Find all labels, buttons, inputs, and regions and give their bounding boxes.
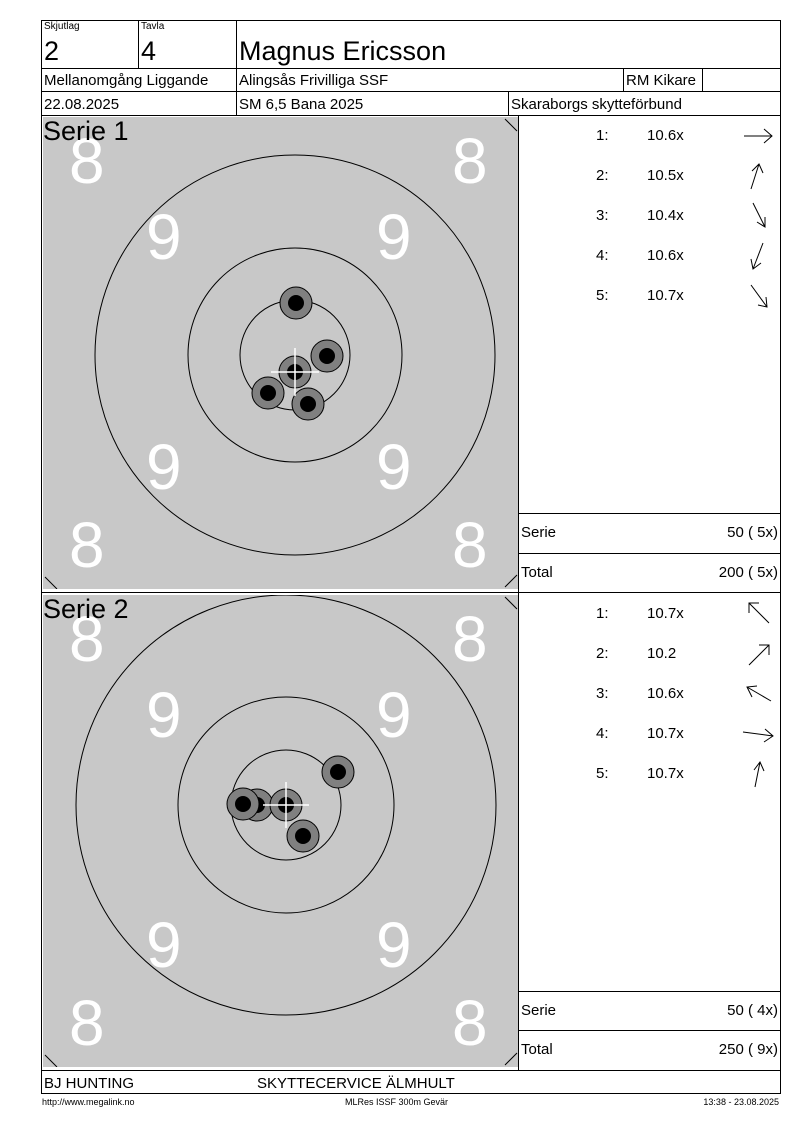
ring-8-label: 8 bbox=[452, 509, 488, 581]
shot-number: 3: bbox=[596, 685, 609, 702]
shot-value: 10.2 bbox=[647, 645, 677, 662]
sponsor-left: BJ HUNTING bbox=[44, 1075, 134, 1092]
total-label: Total bbox=[521, 564, 553, 581]
total-score: 200 ( 5x) bbox=[718, 564, 778, 581]
ring-8-label: 8 bbox=[452, 987, 488, 1059]
ring-8-label: 8 bbox=[452, 603, 488, 675]
ring-9-label: 9 bbox=[376, 431, 412, 503]
ring-8-label: 8 bbox=[69, 603, 105, 675]
ring-9-label: 9 bbox=[376, 909, 412, 981]
ring-8-label: 8 bbox=[69, 509, 105, 581]
ring-9-label: 9 bbox=[376, 201, 412, 273]
shot-row bbox=[519, 643, 779, 663]
shot-value: 10.6x bbox=[647, 247, 684, 264]
serie-title: Serie 1 bbox=[43, 117, 129, 146]
summary-border bbox=[519, 553, 780, 554]
ring-9-label: 9 bbox=[146, 431, 182, 503]
shot-number: 3: bbox=[596, 207, 609, 224]
serie-score: 50 ( 4x) bbox=[727, 1002, 778, 1019]
shot-row bbox=[519, 205, 779, 225]
serie-score: 50 ( 5x) bbox=[727, 524, 778, 541]
shot-number: 1: bbox=[596, 605, 609, 622]
ring-9-label: 9 bbox=[146, 679, 182, 751]
serie-label: Serie bbox=[521, 1002, 557, 1019]
shot-value: 10.6x bbox=[647, 685, 684, 702]
sponsor-bottom-border bbox=[41, 1093, 781, 1094]
federation-name: Skaraborgs skytteförbund bbox=[511, 96, 682, 113]
header-divider-5 bbox=[508, 91, 509, 115]
target-serie-2 bbox=[43, 595, 518, 1067]
competition-name: SM 6,5 Bana 2025 bbox=[239, 96, 364, 113]
shot-number: 5: bbox=[596, 765, 609, 782]
results-serie-2 bbox=[519, 595, 780, 1070]
sponsor-center: SKYTTECERVICE ÄLMHULT bbox=[257, 1075, 455, 1092]
shot-row bbox=[519, 245, 779, 265]
ring-8-label: 8 bbox=[69, 125, 105, 197]
header-divider-4 bbox=[702, 68, 703, 91]
skjutlag-value: 2 bbox=[44, 36, 60, 66]
shot-row bbox=[519, 763, 779, 783]
shot-row bbox=[519, 723, 779, 743]
shot-number: 5: bbox=[596, 287, 609, 304]
header-divider-1 bbox=[138, 20, 139, 68]
shot-row bbox=[519, 683, 779, 703]
event-date: 22.08.2025 bbox=[44, 96, 120, 113]
shot-value: 10.7x bbox=[647, 765, 684, 782]
summary-border bbox=[519, 513, 780, 514]
total-label: Total bbox=[521, 1041, 553, 1058]
serie-title: Serie 2 bbox=[43, 595, 129, 624]
shot-value: 10.7x bbox=[647, 725, 684, 742]
shooter-name: Magnus Ericsson bbox=[239, 36, 447, 66]
shot-number: 4: bbox=[596, 725, 609, 742]
header-divider-3 bbox=[623, 68, 624, 91]
shot-value: 10.6x bbox=[647, 127, 684, 144]
arrow-down-right-icon bbox=[739, 281, 779, 311]
tavla-label: Tavla bbox=[141, 21, 165, 32]
ring-9-label: 9 bbox=[146, 909, 182, 981]
arrow-up-right-icon bbox=[739, 639, 779, 669]
arrow-down-right-icon bbox=[739, 201, 779, 231]
footer-software: MLRes ISSF 300m Gevär bbox=[345, 1097, 449, 1107]
arrow-up-left-icon bbox=[739, 679, 779, 709]
sponsor-top-border bbox=[41, 1070, 781, 1071]
shot-number: 1: bbox=[596, 127, 609, 144]
summary-border bbox=[519, 1030, 780, 1031]
summary-border bbox=[519, 991, 780, 992]
ring-8-label: 8 bbox=[452, 125, 488, 197]
target-rings-serie-1 bbox=[43, 117, 518, 589]
results-serie-1 bbox=[519, 117, 780, 593]
header-divider-2 bbox=[236, 20, 237, 115]
shot-row bbox=[519, 165, 779, 185]
header-row1-border bbox=[41, 68, 781, 69]
arrow-right-icon bbox=[739, 121, 779, 151]
footer-timestamp: 13:38 - 23.08.2025 bbox=[703, 1097, 779, 1107]
shot-row bbox=[519, 125, 779, 145]
ring-9-label: 9 bbox=[146, 201, 182, 273]
shot-number: 4: bbox=[596, 247, 609, 264]
weapon-class: RM Kikare bbox=[626, 72, 697, 89]
right-border bbox=[780, 20, 781, 1094]
arrow-up-left-icon bbox=[739, 599, 779, 629]
target-rings-serie-2 bbox=[43, 595, 518, 1067]
arrow-down-left-icon bbox=[739, 241, 779, 271]
shot-value: 10.5x bbox=[647, 167, 684, 184]
shot-number: 2: bbox=[596, 645, 609, 662]
shot-value: 10.4x bbox=[647, 207, 684, 224]
footer-url[interactable]: http://www.megalink.no bbox=[42, 1097, 135, 1107]
skjutlag-label: Skjutlag bbox=[44, 21, 80, 32]
arrow-right-icon bbox=[739, 719, 779, 749]
class-name: Mellanomgång Liggande bbox=[44, 72, 209, 89]
shot-row bbox=[519, 603, 779, 623]
header-row2-border bbox=[41, 91, 781, 92]
target-serie-1 bbox=[43, 117, 518, 589]
arrow-up-right-icon bbox=[739, 161, 779, 191]
shot-number: 2: bbox=[596, 167, 609, 184]
tavla-value: 4 bbox=[141, 36, 157, 66]
shot-row bbox=[519, 285, 779, 305]
ring-9-label: 9 bbox=[376, 679, 412, 751]
shot-value: 10.7x bbox=[647, 287, 684, 304]
serie-label: Serie bbox=[521, 524, 557, 541]
arrow-up-icon bbox=[739, 759, 779, 789]
shot-value: 10.7x bbox=[647, 605, 684, 622]
total-score: 250 ( 9x) bbox=[718, 1041, 778, 1058]
ring-8-label: 8 bbox=[69, 987, 105, 1059]
left-border bbox=[41, 20, 42, 1094]
club-name: Alingsås Frivilliga SSF bbox=[239, 72, 389, 89]
header-row3-border bbox=[41, 115, 781, 116]
